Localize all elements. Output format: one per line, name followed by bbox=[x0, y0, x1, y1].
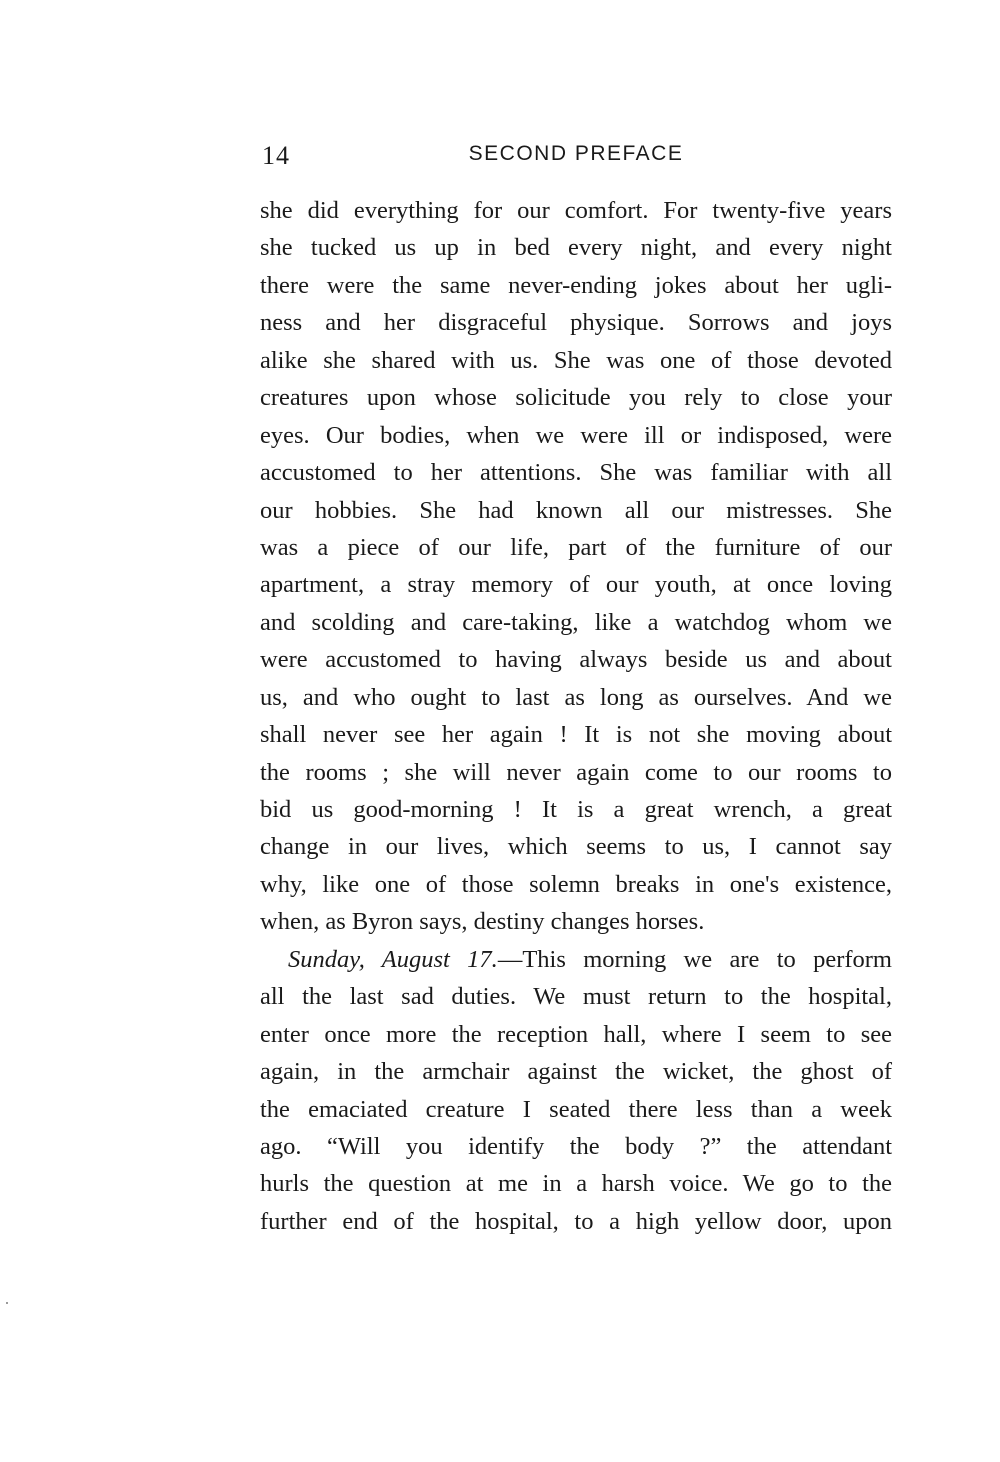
text-line: the rooms ; she will never again come to our rooms to bbox=[260, 758, 892, 786]
text-line: why, like one of those solemn breaks in one's existence, bbox=[260, 870, 892, 898]
text-line: was a piece of our life, part of the furniture of our bbox=[260, 533, 892, 561]
text-line: and scolding and care-taking, like a watchdog whom we bbox=[260, 608, 892, 636]
page-number: 14 bbox=[262, 141, 290, 170]
text-line: were accustomed to having always beside us and about bbox=[260, 646, 892, 674]
text-line: bid us good-morning ! It is a great wrench, a great bbox=[260, 796, 892, 823]
text-line: alike she shared with us. She was one of those devoted bbox=[260, 346, 892, 374]
entry-text: —This morning we are to perform bbox=[497, 945, 892, 973]
running-head: SECOND PREFACE bbox=[468, 142, 684, 165]
text-line: there were the same never-ending jokes about her ugli- bbox=[260, 271, 892, 299]
text-line: us, and who ought to last as long as ourselves. And we bbox=[260, 683, 892, 711]
text-line: ago. “Will you identify the body ?” the attendant bbox=[260, 1132, 892, 1160]
text-line: apartment, a stray memory of our youth, at once loving bbox=[260, 571, 892, 599]
text-line: she did everything for our comfort. For twenty-five years bbox=[260, 197, 892, 224]
text-line: again, in the armchair against the wicket, the ghost of bbox=[260, 1058, 892, 1086]
text-line: creatures upon whose solicitude you rely to close your bbox=[260, 384, 892, 412]
text-line: further end of the hospital, to a high yellow door, upon bbox=[260, 1207, 892, 1235]
text-line: eyes. Our bodies, when we were ill or indisposed, were bbox=[260, 421, 892, 449]
entry-date: Sunday, August 17. bbox=[288, 945, 498, 973]
text-line: all the last sad duties. We must return to the hospital, bbox=[260, 983, 892, 1011]
scan-speck bbox=[6, 1302, 8, 1304]
body-text bbox=[260, 192, 892, 1240]
text-line: the emaciated creature I seated there less than a week bbox=[260, 1095, 892, 1123]
text-line: enter once more the reception hall, where I seem to see bbox=[260, 1020, 892, 1048]
text-line: she tucked us up in bed every night, and every night bbox=[260, 234, 892, 262]
text-line: accustomed to her attentions. She was familiar with all bbox=[260, 459, 892, 487]
text-line: change in our lives, which seems to us, I cannot say bbox=[260, 833, 892, 861]
text-line: ness and her disgraceful physique. Sorrows and joys bbox=[260, 309, 892, 337]
text-line: when, as Byron says, destiny changes horses. bbox=[260, 908, 705, 936]
text-line: our hobbies. She had known all our mistresses. She bbox=[260, 496, 892, 524]
text-line: shall never see her again ! It is not she moving about bbox=[260, 721, 892, 749]
diary-entry-first-line bbox=[260, 941, 892, 978]
text-line: hurls the question at me in a harsh voice. We go to the bbox=[260, 1170, 892, 1198]
